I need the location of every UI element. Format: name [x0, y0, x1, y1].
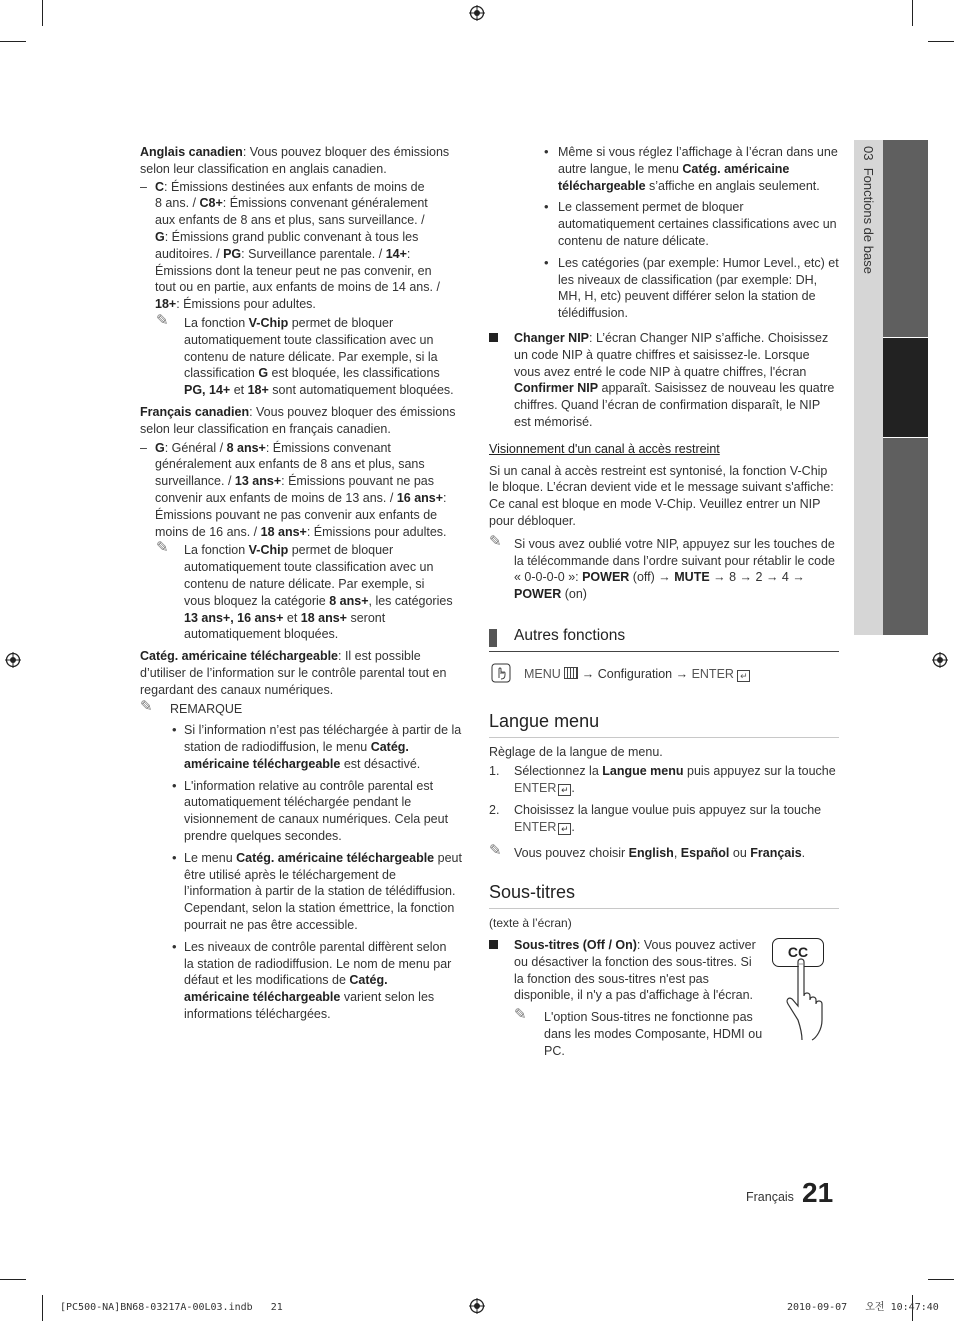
square-bullet-icon: [489, 333, 498, 342]
chapter-label: [859, 146, 876, 274]
francais-note: ✎ La fonction V-Chip permet de bloquer automatiquement toute classification avec un contenu de nature délicate. Par exemple, si vous bloquez la catégorie 8 ans+, les catégories 13 ans+, 16 ans+ et 18 ans+ seront automatiquement bloquées.: [156, 539, 453, 642]
crop-mark: [42, 0, 43, 26]
list-item: • Le classement permet de bloquer automatiquement certaines classifications avec un contenu de nature délicate.: [544, 199, 837, 248]
restreint-note: ✎ Si vous avez oublié votre NIP, appuyez sur les touches de la télécommande dans l’ordre suivant pour rétablir le code « 0-0-0-0 »: POWER (off) → MUTE → 8 → 2 → 4 → POWER (on): [489, 532, 836, 602]
list-item: • Le menu Catég. américaine téléchargeable peut être utilisé après le téléchargement de l’information à partir de la station de télédiffusion. Cependant, selon la station émettrice, la fonction pourrait ne pas être accessible.: [172, 849, 462, 933]
registration-mark-icon: [469, 1298, 485, 1314]
crop-mark: [912, 0, 913, 26]
remote-hand-icon: [491, 663, 511, 683]
changer-nip-item: Changer NIP: L’écran Changer NIP s’affiche. Choisissez un code NIP à quatre chiffres et saisissez-le. Lorsque vous avez entré le code NIP à quatre chiffres, l'écran Confirmer NIP apparaît. Saisissez de nouveau les quatre chiffres. Quand l’écran de confirmation disparaît, le NIP est mémorisé.: [489, 330, 839, 431]
autres-heading: Autres fonctions: [489, 627, 839, 652]
menu-icon: [564, 667, 578, 679]
remarque-heading: ✎ REMARQUE: [140, 697, 243, 716]
chapter-title: Fonctions de base: [861, 167, 876, 274]
left-column: [140, 144, 470, 1023]
note-pencil-icon: ✎: [489, 532, 502, 550]
print-file-info: [PC500-NA]BN68-03217A-00L03.indb 21: [60, 1302, 283, 1313]
print-date-info: 2010-09-07 오전 10:47:40: [787, 1302, 939, 1313]
list-item: • Si l’information n’est pas téléchargée à partir de la station de radiodiffusion, le menu Catég. américaine téléchargeable est désactivé.: [172, 722, 462, 771]
crop-mark: [0, 41, 26, 42]
crop-mark: [0, 1279, 26, 1280]
list-item: • Les niveaux de contrôle parental diffèrent selon la station de radiodiffusion. Le nom de menu par défaut et les modifications de Catég. américaine téléchargeable varient selon les informations téléchargées.: [172, 938, 452, 1022]
note-pencil-icon: ✎: [156, 539, 169, 557]
langue-heading: Langue menu: [489, 713, 839, 738]
categ-paragraph: Catég. américaine téléchargeable: Il est possible d’utiliser de l’information sur le contrôle parental tout en regardant des canaux numériques.: [140, 649, 447, 697]
page-number: 21: [802, 1177, 834, 1208]
list-item: • Les catégories (par exemple: Humor Level., etc) et les niveaux de classification (par exemple: DH, MH, H, etc) peuvent différer selon la station de télédiffusion.: [544, 254, 839, 321]
restreint-text: Si un canal à accès restreint est syntonisé, la fonction V-Chip le bloque. L’écran devient vide et le message suivant s'affiche: Ce canal est bloque en mode V-Chip. Veuillez entrer un NIP pour débloquer.: [489, 463, 834, 528]
crop-mark: [928, 1279, 954, 1280]
cc-button: CC: [772, 938, 824, 967]
chapter-tab-dark-2: [883, 438, 928, 635]
sous-titres-subtitle: (texte à l’écran): [489, 916, 572, 930]
chapter-tab-active: [883, 338, 928, 437]
anglais-list: – C: Émissions destinées aux enfants de moins de 8 ans. / C8+: Émissions convenant généralement aux enfants de 8 ans et plus, sans surveillance. / G: Émissions grand public convenant à tous les auditoires. / PG: Surveillance parentale. / 14+: Émissions dont la teneur peut ne pas convenir, en tout ou en partie, aux enfants de moins de 14 ans. / 18+: Émissions pour adultes.: [140, 179, 440, 312]
enter-icon: ↵: [737, 670, 750, 682]
chapter-number: 03: [861, 146, 876, 161]
langue-note: ✎ Vous pouvez choisir English, Español ou Français.: [489, 842, 806, 860]
registration-mark-icon: [469, 5, 485, 21]
anglais-note: ✎ La fonction V-Chip permet de bloquer automatiquement toute classification avec un contenu de nature délicate. Par exemple, si la classification G est bloquée, les classifications PG, 14+ et 18+ sont automatiquement bloquées.: [156, 311, 454, 398]
langue-intro: Règlage de la langue de menu.: [489, 745, 663, 759]
langue-step-2: 2. Choisissez la langue voulue puis appuyez sur la touche ENTER ↵ .: [489, 803, 822, 834]
list-item: • L'information relative au contrôle parental est automatiquement téléchargée pendant le visionnement de canaux numériques. Cela peut prendre quelques secondes.: [172, 777, 449, 844]
right-bullets: [489, 144, 839, 322]
footer-language: Français: [746, 1190, 794, 1204]
square-bullet-icon: [489, 940, 498, 949]
crop-mark: [928, 41, 954, 42]
note-pencil-icon: ✎: [514, 1006, 527, 1023]
francais-paragraph: Français canadien: Vous pouvez bloquer des émissions selon leur classification en français canadien.: [140, 404, 456, 436]
pointing-hand-icon: [784, 954, 840, 1042]
sous-titres-item: Sous-titres (Off / On): Vous pouvez activer ou désactiver la fonction des sous-titres. Si la fonction des sous-titres n'est pas disponible, il n'y a pas d'affichage à l'écran.: [489, 937, 764, 1004]
restreint-title: Visionnement d'un canal à accès restreint: [489, 441, 720, 456]
note-pencil-icon: ✎: [489, 842, 502, 859]
note-pencil-icon: ✎: [156, 311, 169, 329]
francais-list: – G: Général / 8 ans+: Émissions convenant généralement aux enfants de 8 ans et plus, sans surveillance. / 13 ans+: Émissions pouvant ne pas convenir aux enfants de moins de 13 ans. / 16 ans+: Émissions pouvant ne pas convenir aux enfants de moins de 16 ans. / 18 ans+: Émissions pour adultes.: [140, 440, 447, 539]
heading-marker-icon: [489, 629, 497, 647]
crop-mark: [42, 1295, 43, 1321]
langue-step-1: 1. Sélectionnez la Langue menu puis appuyez sur la touche ENTER ↵ .: [489, 764, 836, 795]
chapter-tab-dark-1: [883, 140, 928, 337]
list-item: • Même si vous réglez l’affichage à l’écran dans une autre langue, le menu Catég. américaine téléchargeable s’affiche en anglais seulement.: [544, 144, 838, 193]
enter-icon: ↵: [558, 784, 571, 796]
menu-path: MENU → Configuration → ENTER ↵: [489, 664, 839, 684]
sous-titres-note: ✎ L'option Sous-titres ne fonctionne pas dans les modes Composante, HDMI ou PC.: [514, 1006, 763, 1058]
registration-mark-icon: [932, 652, 948, 668]
enter-icon: ↵: [558, 823, 571, 835]
remarque-bullets: [140, 722, 470, 1023]
right-column: [489, 144, 839, 603]
sous-titres-heading: Sous-titres: [489, 884, 839, 909]
anglais-paragraph: Anglais canadien: Vous pouvez bloquer des émissions selon leur classification en anglais canadien.: [140, 145, 450, 176]
cc-button-illustration: [770, 938, 840, 1043]
note-pencil-icon: ✎: [140, 697, 153, 715]
registration-mark-icon: [5, 652, 21, 668]
